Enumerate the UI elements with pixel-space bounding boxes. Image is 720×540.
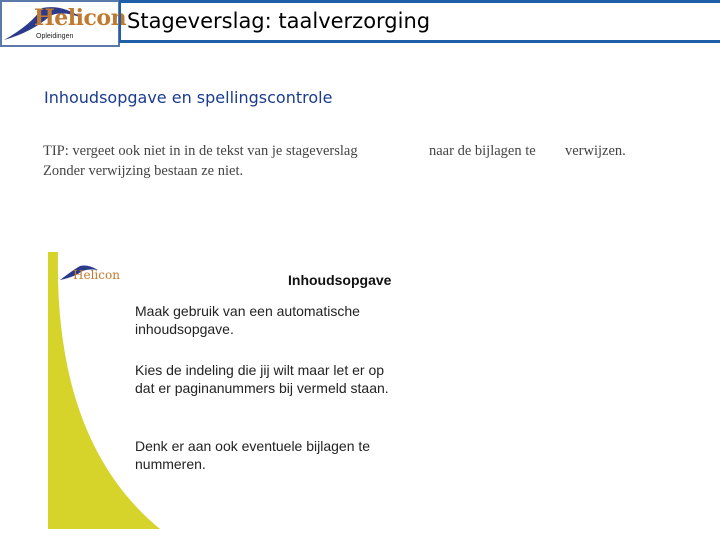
slide-title: Inhoudsopgave (288, 272, 392, 288)
tip-line-1c: verwijzen. (565, 143, 626, 159)
logo-subtext: Opleidingen (36, 33, 74, 40)
title-bar (119, 0, 720, 43)
section-heading: Inhoudsopgave en spellingscontrole (44, 88, 333, 107)
logo-text: Helicon (34, 5, 127, 31)
tip-line-1a: TIP: vergeet ook niet in in de tekst van je stageverslag (43, 143, 358, 159)
slide-logo-text: Helicon (73, 268, 120, 282)
tip-line-1b: naar de bijlagen te (429, 143, 536, 159)
page-title: Stageverslag: taalverzorging (127, 9, 431, 33)
slide-paragraph: Maak gebruik van een automatische inhoudsopgave. (135, 303, 360, 337)
tip-text (43, 141, 358, 181)
tip-line-2: Zonder verwijzing bestaan ze niet. (43, 163, 244, 179)
helicon-logo (0, 0, 127, 47)
slide-paragraph: Kies de indeling die jij wilt maar let er op dat er paginanummers bij vermeld staan. (135, 362, 389, 396)
slide-image (48, 252, 410, 530)
slide-paragraph: Denk er aan ook eventuele bijlagen te nummeren. (135, 438, 371, 472)
